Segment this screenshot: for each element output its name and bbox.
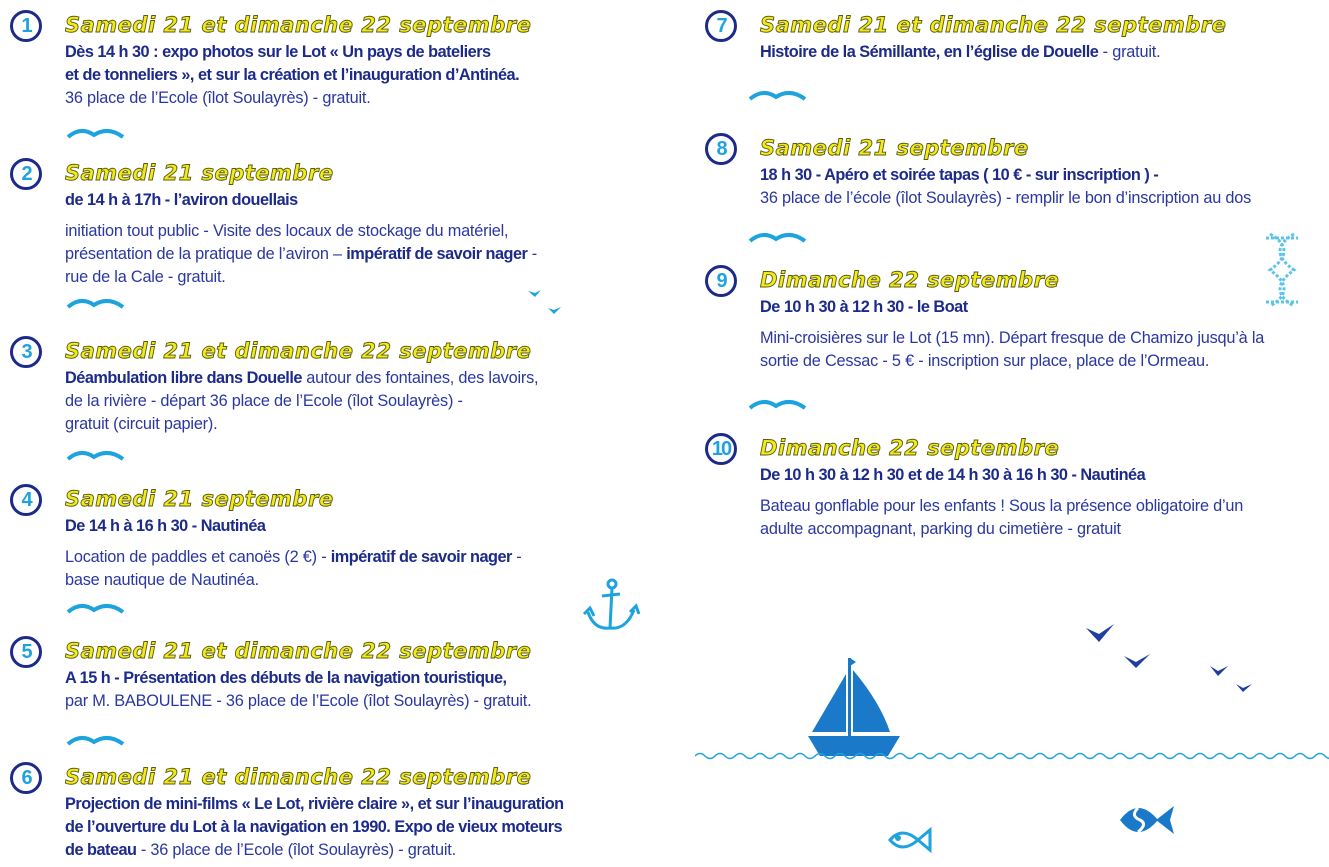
- text-line: [65, 243, 537, 266]
- wave-icon: [66, 733, 126, 747]
- text: présentation de la pratique de l’aviron –: [65, 245, 347, 263]
- event-paragraph: [760, 464, 1243, 487]
- event-paragraph: [65, 220, 537, 289]
- text: 36 place de l’Ecole (îlot Soulayrès) - gratuit.: [65, 89, 371, 107]
- text-line: [65, 87, 519, 110]
- event-number-badge: 2: [10, 158, 42, 190]
- event-date: Samedi 21 et dimanche 22 septembre: [65, 13, 532, 37]
- bold-text: et de tonneliers », et sur la création et l’inauguration d’Antinéa.: [65, 66, 520, 84]
- bold-text: De 10 h 30 à 12 h 30 - le Boat: [760, 298, 968, 316]
- event-paragraph: [65, 546, 521, 592]
- event-date: Samedi 21 et dimanche 22 septembre: [760, 13, 1227, 37]
- text-line: [65, 41, 519, 64]
- event-date: Samedi 21 et dimanche 22 septembre: [65, 765, 532, 789]
- text-line: [65, 793, 564, 816]
- bold-text: A 15 h - Présentation des débuts de la navigation touristique,: [65, 669, 507, 687]
- wave-icon: [748, 397, 808, 411]
- event-description: [760, 464, 1243, 541]
- bold-text: de l’ouverture du Lot à la navigation en 1990. Expo de vieux moteurs: [65, 818, 563, 836]
- event-description: [760, 296, 1264, 373]
- text: -: [511, 548, 522, 566]
- text: - 36 place de l’Ecole (îlot Soulayrès) - gratuit.: [136, 841, 456, 859]
- bird-icon: [1082, 622, 1262, 702]
- text: autour des fontaines, des lavoirs,: [301, 369, 539, 387]
- event-description: [65, 793, 564, 862]
- event-date: Samedi 21 septembre: [760, 136, 1029, 160]
- text-line: [760, 464, 1243, 487]
- event-paragraph: [760, 164, 1251, 210]
- event-paragraph: [65, 41, 519, 110]
- text: par M. BABOULENE - 36 place de l’Ecole (îlot Soulayrès) - gratuit.: [65, 692, 532, 710]
- event-number-badge: 10: [705, 433, 737, 465]
- text: de la rivière - départ 36 place de l’Ecole (îlot Soulayrès) -: [65, 392, 463, 410]
- text-line: [65, 64, 519, 87]
- event-number-badge: 5: [10, 636, 42, 668]
- bold-text: Dès 14 h 30 : expo photos sur le Lot « Un pays de bateliers: [65, 43, 491, 61]
- text: initiation tout public - Visite des locaux de stockage du matériel,: [65, 222, 509, 240]
- fish-icon: [1118, 800, 1176, 840]
- event-description: [65, 367, 538, 436]
- text-line: [760, 350, 1264, 373]
- event-number-badge: 9: [705, 265, 737, 297]
- wave-icon: [66, 448, 126, 462]
- text-line: [65, 390, 538, 413]
- text-line: [65, 546, 521, 569]
- event-paragraph: [65, 793, 564, 862]
- event-date: Dimanche 22 septembre: [760, 436, 1060, 460]
- text-line: [760, 296, 1264, 319]
- sailboat-icon: [800, 652, 910, 762]
- event-paragraph: [65, 367, 538, 436]
- text-line: [760, 495, 1243, 518]
- bold-text: de bateau: [65, 841, 137, 859]
- anchor-icon: [582, 576, 640, 634]
- text-line: [65, 569, 521, 592]
- text-line: [65, 367, 538, 390]
- text: 36 place de l’école (îlot Soulayrès) - remplir le bon d’inscription au dos: [760, 189, 1252, 207]
- bold-text: 18 h 30 - Apéro et soirée tapas ( 10 € - sur inscription ) -: [760, 166, 1159, 184]
- event-description: [760, 164, 1251, 210]
- bold-text: de 14 h à 17h - l’aviron douellais: [65, 191, 298, 209]
- wave-icon: [66, 126, 126, 140]
- text-line: [65, 515, 521, 538]
- text: adulte accompagnant, parking du cimetière - gratuit: [760, 520, 1121, 538]
- event-description: [760, 41, 1160, 64]
- text-line: [65, 667, 531, 690]
- event-description: [65, 189, 537, 289]
- text: - gratuit.: [1098, 43, 1161, 61]
- wave-icon: [66, 296, 126, 310]
- text-line: [760, 327, 1264, 350]
- event-paragraph: [760, 41, 1160, 64]
- bold-text: Histoire de la Sémillante, en l’église de Douelle: [760, 43, 1099, 61]
- bold-text: impératif de savoir nager: [330, 548, 512, 566]
- event-number-badge: 4: [10, 484, 42, 516]
- event-paragraph: [760, 495, 1243, 541]
- text-line: [65, 266, 537, 289]
- event-number-badge: 1: [10, 10, 42, 42]
- event-description: [65, 515, 521, 592]
- text-line: [65, 413, 538, 436]
- event-date: Samedi 21 et dimanche 22 septembre: [65, 639, 532, 663]
- text: Bateau gonflable pour les enfants ! Sous la présence obligatoire d’un: [760, 497, 1244, 515]
- text-line: [65, 220, 537, 243]
- event-paragraph: [65, 667, 531, 713]
- text-line: [65, 189, 537, 212]
- text: Mini-croisières sur le Lot (15 mn). Départ fresque de Chamizo jusqu’à la: [760, 329, 1265, 347]
- event-description: [65, 667, 531, 713]
- event-date: Dimanche 22 septembre: [760, 268, 1060, 292]
- knot-icon: [1262, 230, 1302, 310]
- wave-icon: [66, 601, 126, 615]
- text: base nautique de Nautinéa.: [65, 571, 259, 589]
- text: -: [527, 245, 537, 263]
- text: gratuit (circuit papier).: [65, 415, 218, 433]
- text-line: [760, 518, 1243, 541]
- event-number-badge: 3: [10, 336, 42, 368]
- text-line: [65, 839, 564, 862]
- event-paragraph: [760, 296, 1264, 319]
- event-paragraph: [760, 327, 1264, 373]
- event-number-badge: 7: [705, 10, 737, 42]
- event-date: Samedi 21 et dimanche 22 septembre: [65, 339, 532, 363]
- event-number-badge: 6: [10, 762, 42, 794]
- bold-text: impératif de savoir nager: [346, 245, 528, 263]
- text-line: [760, 164, 1251, 187]
- bold-text: Déambulation libre dans Douelle: [65, 369, 302, 387]
- text: Location de paddles et canoës (2 €) -: [65, 548, 331, 566]
- bold-text: Projection de mini-films « Le Lot, rivière claire », et sur l’inauguration: [65, 795, 564, 813]
- event-paragraph: [65, 515, 521, 538]
- bird-icon: [526, 288, 566, 320]
- event-paragraph: [65, 189, 537, 212]
- text-line: [760, 41, 1160, 64]
- bold-text: De 10 h 30 à 12 h 30 et de 14 h 30 à 16 h 30 - Nautinéa: [760, 466, 1146, 484]
- text: sortie de Cessac - 5 € - inscription sur place, place de l’Ormeau.: [760, 352, 1210, 370]
- event-number-badge: 8: [705, 133, 737, 165]
- wave-icon: [748, 230, 808, 244]
- text-line: [760, 187, 1251, 210]
- wave-icon: [695, 750, 1329, 762]
- fish-icon: [886, 824, 934, 856]
- text-line: [65, 816, 564, 839]
- text: rue de la Cale - gratuit.: [65, 268, 226, 286]
- event-date: Samedi 21 septembre: [65, 487, 334, 511]
- wave-icon: [748, 88, 808, 102]
- bold-text: De 14 h à 16 h 30 - Nautinéa: [65, 517, 266, 535]
- event-date: Samedi 21 septembre: [65, 161, 334, 185]
- event-description: [65, 41, 519, 110]
- text-line: [65, 690, 531, 713]
